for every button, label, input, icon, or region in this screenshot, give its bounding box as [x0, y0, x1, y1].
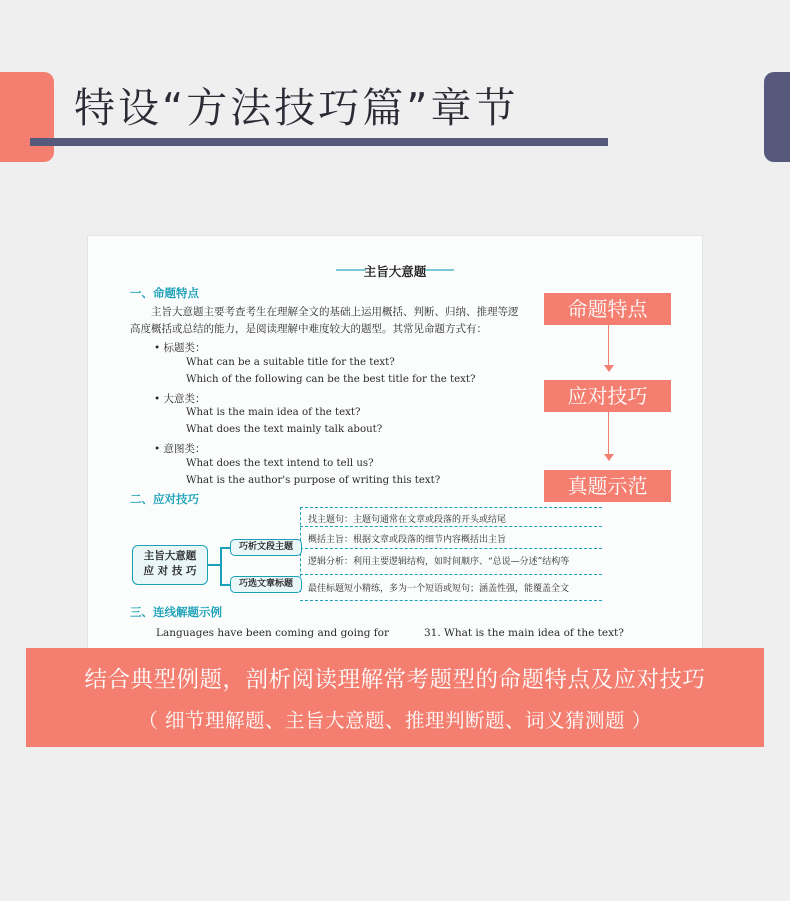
dashed-divider	[300, 507, 602, 508]
arrow-down-icon	[604, 365, 614, 372]
arrow-down-icon	[604, 454, 614, 461]
accent-tab-right	[764, 72, 790, 162]
example-question: 31. What is the main idea of the text?	[424, 627, 624, 639]
accent-tab-left	[0, 72, 54, 162]
mindmap-root	[132, 545, 208, 585]
section-heading-strategies: 二、应对技巧	[130, 492, 199, 506]
dashed-divider	[300, 600, 602, 601]
banner-subline: （ 细节理解题、主旨大意题、推理判断题、词义猜测题 ）	[138, 709, 652, 732]
example-passage: Languages have been coming and going for	[156, 627, 390, 639]
dashed-divider	[300, 548, 602, 549]
dashed-divider	[300, 574, 602, 575]
bullet-intent-type: • 意图类：	[154, 441, 206, 456]
mindmap-root-line: 主旨大意题	[143, 550, 197, 562]
mindmap-connector	[208, 564, 220, 566]
bullet-title-type: • 标题类：	[154, 340, 206, 355]
example-line: What can be a suitable title for the text?	[186, 357, 395, 368]
example-line: Which of the following can be the best title for the text?	[186, 374, 476, 385]
callout-features: 命题特点	[544, 293, 671, 325]
mindmap-connector	[220, 547, 222, 585]
example-line: What does the text mainly talk about?	[186, 424, 383, 435]
arrow-line	[608, 412, 609, 454]
mindmap-root-line: 应 对 技 巧	[143, 565, 197, 577]
mindmap-branch-title: 巧选文章标题	[230, 576, 302, 593]
page-title: 特设“方法技巧篇”章节	[74, 84, 519, 132]
intro-line-2: 高度概括或总结的能力，是阅读理解中难度较大的题型。其常见命题方式有：	[130, 323, 487, 335]
mindmap-branch-analyze: 巧析文段主题	[230, 539, 302, 556]
section-heading-features: 一、命题特点	[130, 286, 199, 300]
callout-examples: 真题示范	[544, 470, 671, 502]
mindmap-leaf: 找主题句：主题句通常在文章或段落的开头或结尾	[308, 515, 507, 525]
bullet-main-idea-type: • 大意类：	[154, 391, 206, 406]
mindmap-connector	[220, 547, 230, 549]
intro-line-1: 主旨大意题主要考查考生在理解全文的基础上运用概括、判断、归纳、推理等逻	[151, 306, 519, 318]
banner-headline: 结合典型例题，剖析阅读理解常考题型的命题特点及应对技巧	[84, 667, 706, 693]
mindmap-leaf: 最佳标题短小精练，多为一个短语或短句；涵盖性强，能覆盖全文	[308, 584, 570, 594]
example-line: What is the author's purpose of writing this text?	[186, 475, 441, 486]
dashed-divider	[300, 526, 602, 527]
summary-banner	[26, 648, 764, 747]
section-heading-examples: 三、连线解题示例	[130, 605, 222, 619]
mindmap-leaf: 概括主旨：根据文章或段落的细节内容概括出主旨	[308, 535, 507, 545]
document-title: 主旨大意题	[363, 264, 427, 279]
callout-strategies: 应对技巧	[544, 380, 671, 412]
title-underline	[30, 138, 608, 146]
arrow-line	[608, 325, 609, 365]
mindmap-leaf: 逻辑分析：利用主要逻辑结构，如时间顺序、“总说—分述”结构等	[308, 557, 570, 567]
mindmap-connector	[220, 584, 230, 586]
example-line: What is the main idea of the text?	[186, 407, 361, 418]
example-line: What does the text intend to tell us?	[186, 458, 374, 469]
